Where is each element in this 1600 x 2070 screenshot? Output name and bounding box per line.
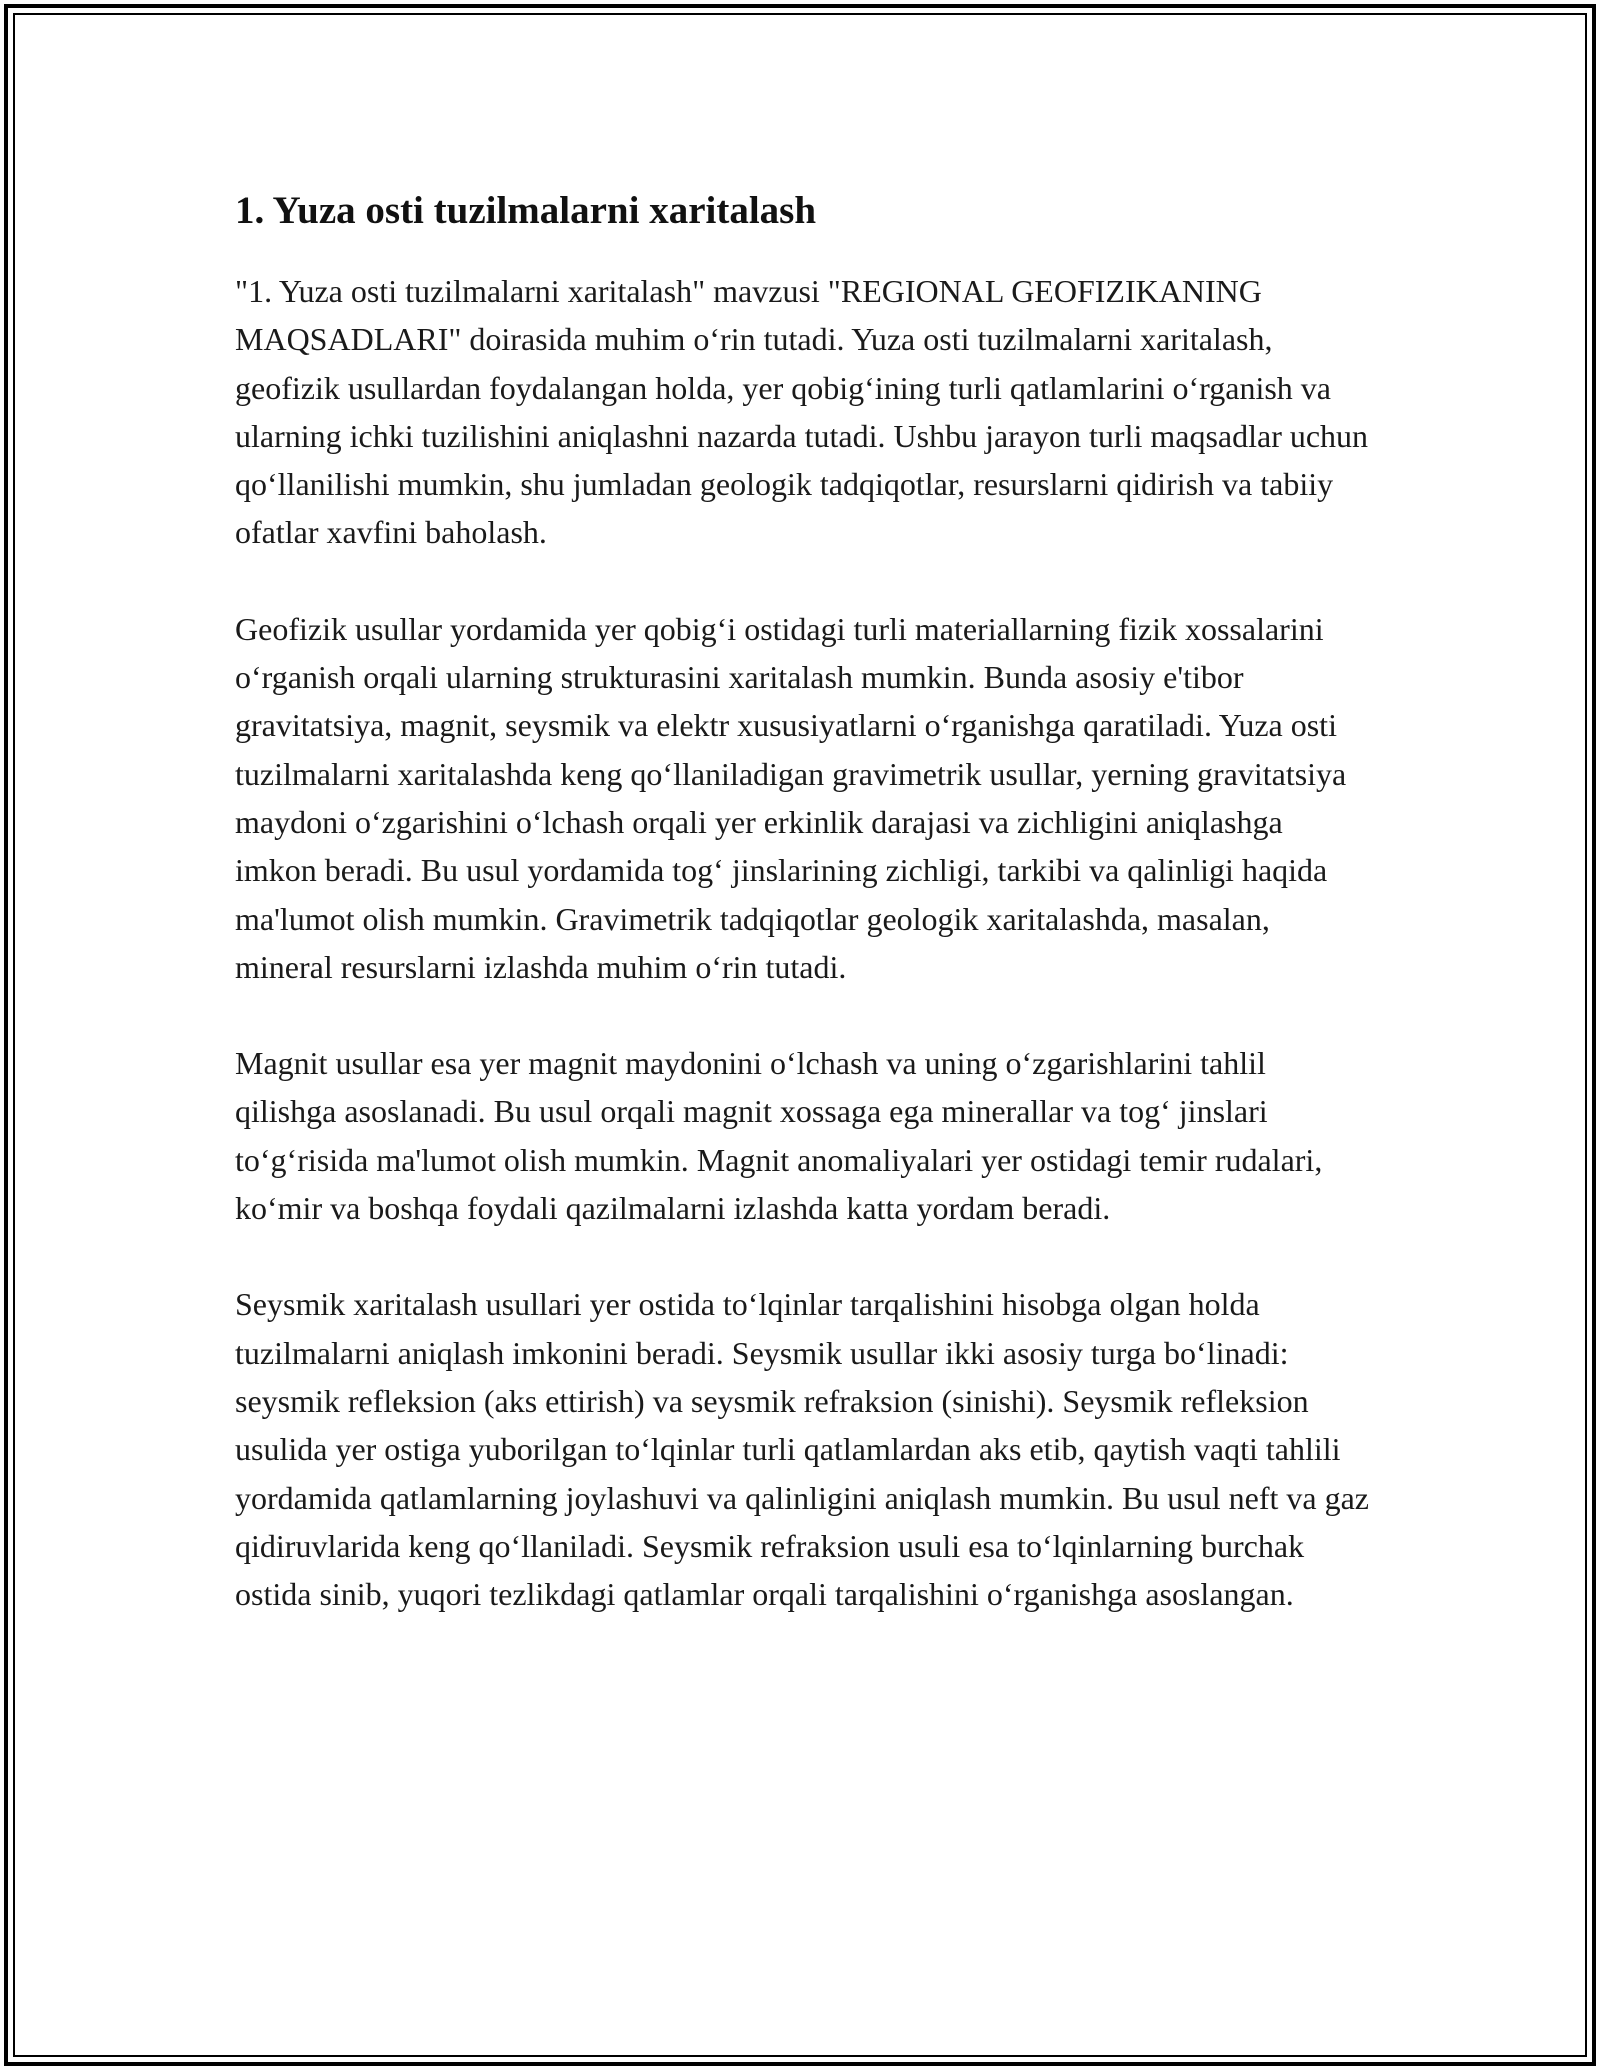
paragraph-intro: "1. Yuza osti tuzilmalarni xaritalash" mavzusi "REGIONAL GEOFIZIKANING MAQSADLARI" doirasida muhim o‘rin tutadi. Yuza osti tuzilmalarni xaritalash, geofizik usullardan foydalangan holda, yer qobig‘ining turli qatlamlarini o‘rganish va ularning ichki tuzilishini aniqlashni nazarda tutadi. Ushbu jarayon turli maqsadlar uchun qo‘llanilishi mumkin, shu jumladan geologik tadqiqotlar, resurslarni qidirish va tabiiy ofatlar xavfini baholash. [235,273,1369,551]
document-body [235,185,1370,1666]
paragraph-seismic: Seysmik xaritalash usullari yer ostida to‘lqinlar tarqalishini hisobga olgan holda tuzilmalarni aniqlash imkonini beradi. Seysmik usullar ikki asosiy turga bo‘linadi: seysmik refleksion (aks ettirish) va seysmik refraksion (sinishi). Seysmik refleksion usulida yer ostiga yuborilgan to‘lqinlar turli qatlamlardan aks etib, qaytish vaqti tahlili yordamida qatlamlarning joylashuvi va qalinligini aniqlash mumkin. Bu usul neft va gaz qidiruvlarida keng qo‘llaniladi. Seysmik refraksion usuli esa to‘lqinlarning burchak ostida sinib, yuqori tezlikdagi qatlamlar orqali tarqalishini o‘rganishga asoslangan. [235,1286,1369,1613]
paragraph-gravimetric: Geofizik usullar yordamida yer qobig‘i ostidagi turli materiallarning fizik xossalarini o‘rganish orqali ularning strukturasini xaritalash mumkin. Bunda asosiy e'tibor gravitatsiya, magnit, seysmik va elektr xususiyatlarni o‘rganishga qaratiladi. Yuza osti tuzilmalarni xaritalashda keng qo‘llaniladigan gravimetrik usullar, yerning gravitatsiya maydoni o‘zgarishini o‘lchash orqali yer erkinlik darajasi va zichligini aniqlashga imkon beradi. Bu usul yordamida tog‘ jinslarining zichligi, tarkibi va qalinligi haqida ma'lumot olish mumkin. Gravimetrik tadqiqotlar geologik xaritalashda, masalan, mineral resurslarni izlashda muhim o‘rin tutadi. [235,610,1347,985]
paragraph-magnetic: Magnit usullar esa yer magnit maydonini o‘lchash va uning o‘zgarishlarini tahlil qilishga asoslanadi. Bu usul orqali magnit xossaga ega minerallar va tog‘ jinslari to‘g‘risida ma'lumot olish mumkin. Magnit anomaliyalari yer ostidagi temir rudalari, ko‘mir va boshqa foydali qazilmalarni izlashda katta yordam beradi. [235,1045,1323,1227]
section-heading: 1. Yuza osti tuzilmalarni xaritalash [235,189,817,232]
